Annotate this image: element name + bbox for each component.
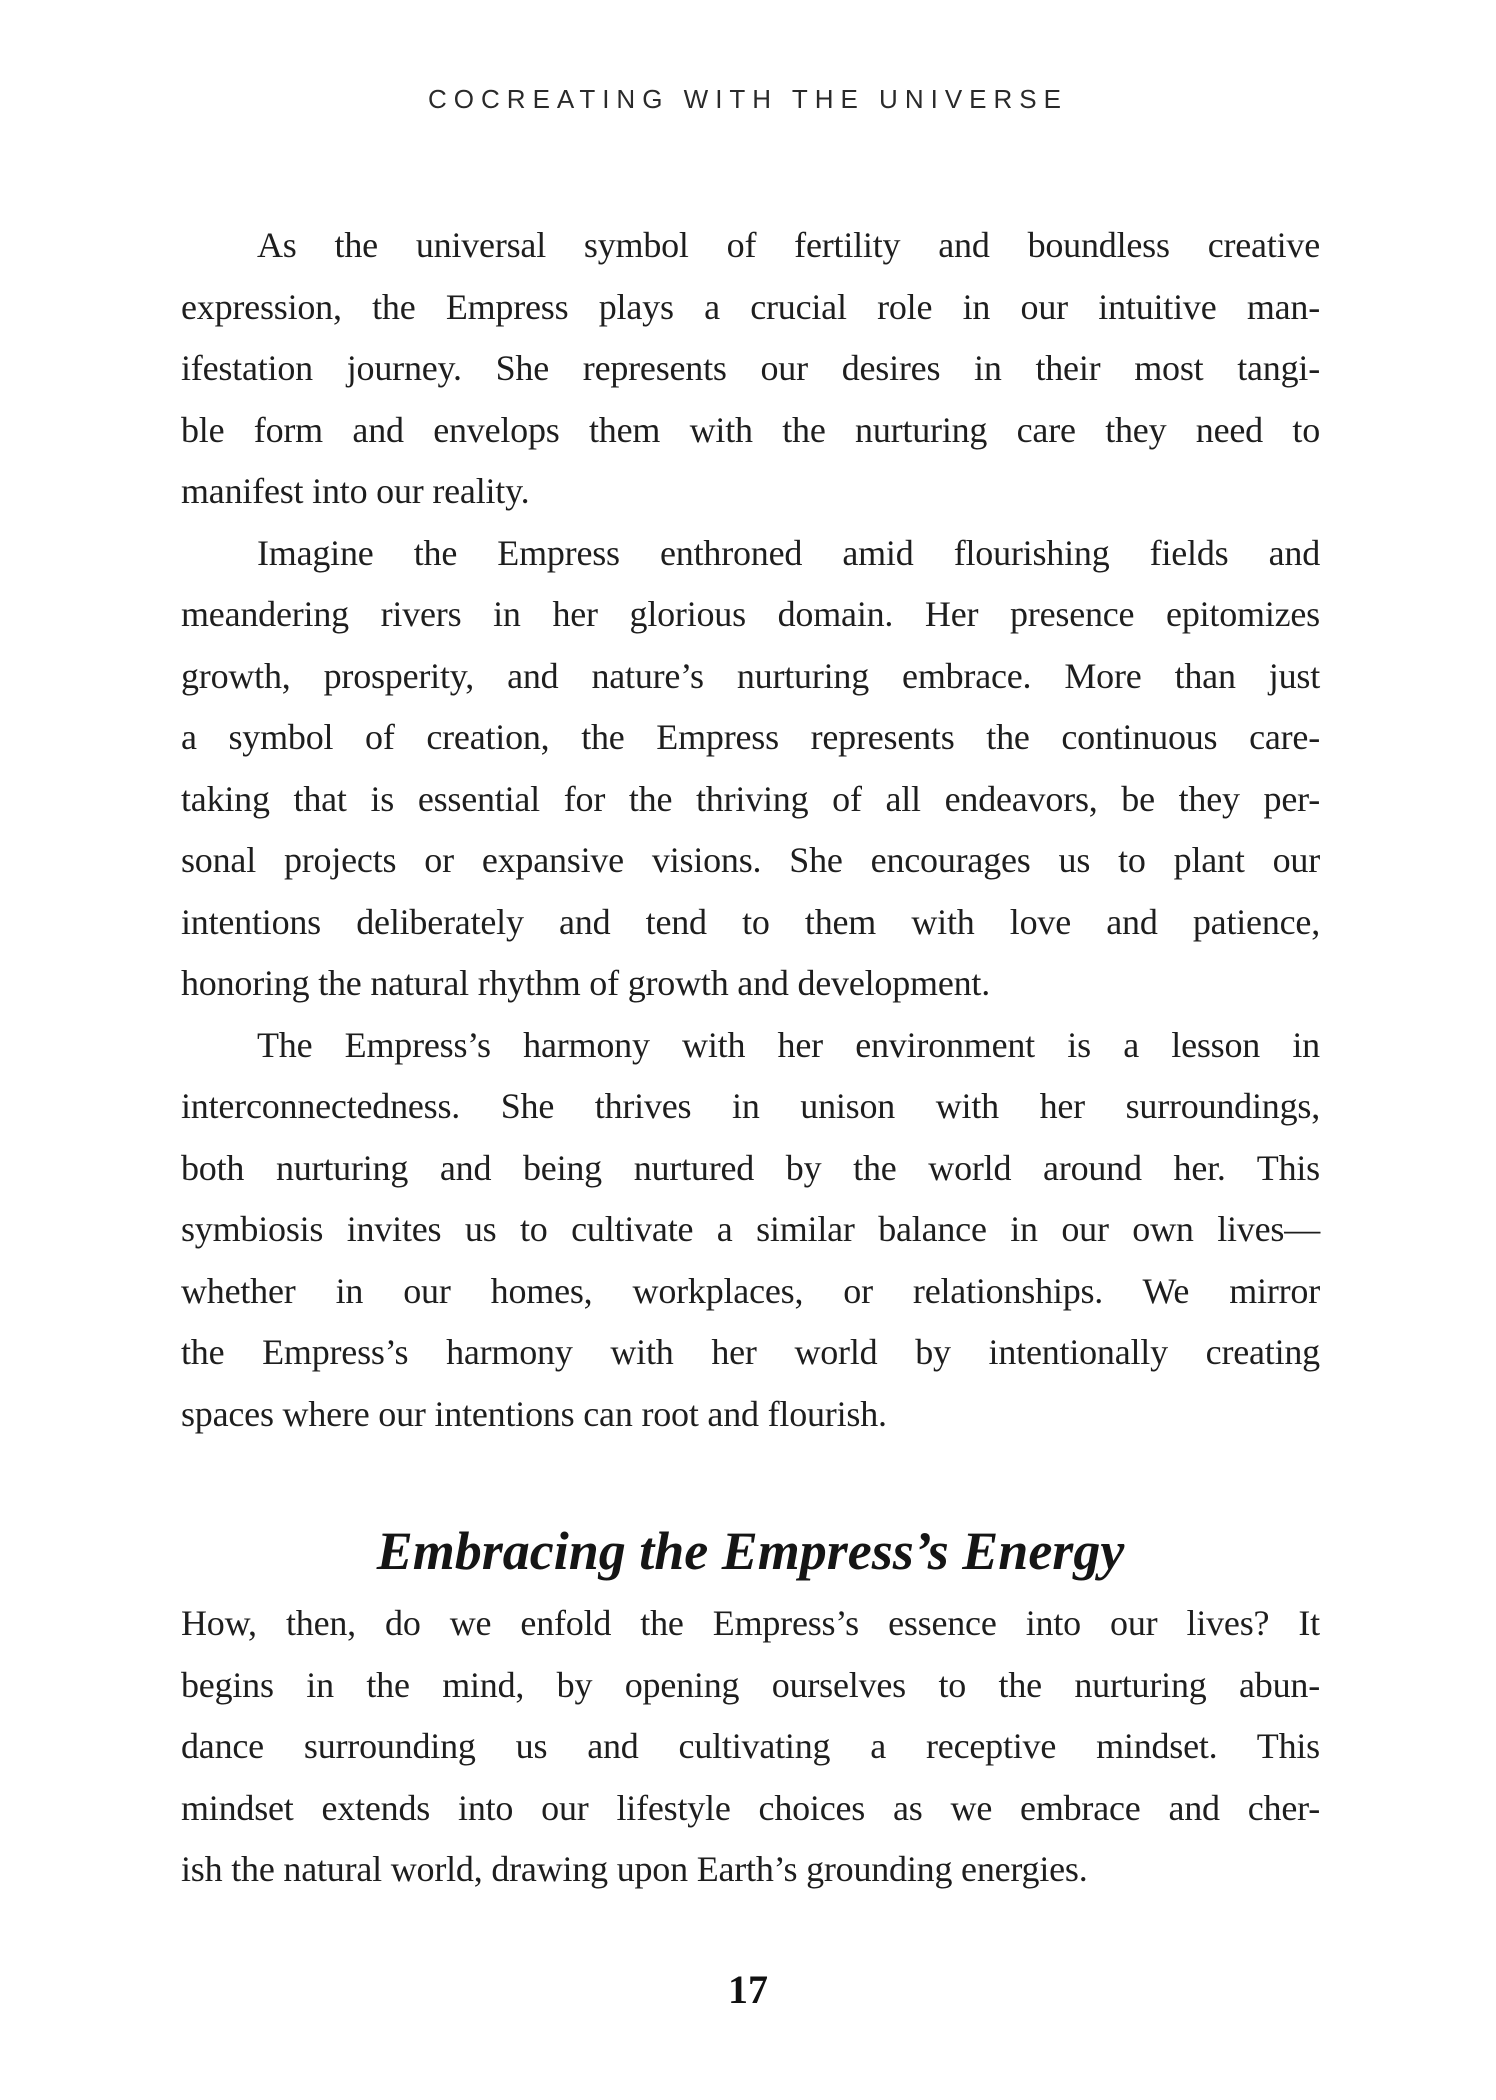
text-line: Imagine the Empress enthroned amid flourishing fields and <box>257 532 1320 573</box>
text-line: manifest into our reality. <box>181 471 530 511</box>
text-line: ifestation journey. She represents our desires in their most tangi- <box>181 348 1320 388</box>
text-line: spaces where our intentions can root and flourish. <box>181 1393 887 1434</box>
text-line: expression, the Empress plays a crucial role in our intuitive man- <box>181 286 1320 327</box>
body-text-upper <box>181 215 1320 1445</box>
text-line: the Empress’s harmony with her world by intentionally creating <box>181 1332 1320 1372</box>
text-line: ish the natural world, drawing upon Earth’s grounding energies. <box>181 1849 1088 1889</box>
text-line: symbiosis invites us to cultivate a similar balance in our own lives— <box>181 1209 1320 1249</box>
text-line: The Empress’s harmony with her environment is a lesson in <box>257 1024 1320 1065</box>
running-header: COCREATING WITH THE UNIVERSE <box>428 84 1068 114</box>
text-line: How, then, do we enfold the Empress’s essence into our lives? It <box>181 1603 1320 1643</box>
text-line: mindset extends into our lifestyle choices as we embrace and cher- <box>181 1787 1320 1828</box>
text-line: begins in the mind, by opening ourselves to the nurturing abun- <box>181 1664 1320 1705</box>
text-line: meandering rivers in her glorious domain. Her presence epitomizes <box>181 594 1320 634</box>
text-line: interconnectedness. She thrives in unison with her surroundings, <box>181 1086 1320 1126</box>
text-line: honoring the natural rhythm of growth and development. <box>181 963 991 1003</box>
text-line: whether in our homes, workplaces, or relationships. We mirror <box>181 1270 1320 1311</box>
text-line: dance surrounding us and cultivating a receptive mindset. This <box>181 1726 1320 1766</box>
text-line: intentions deliberately and tend to them with love and patience, <box>181 901 1320 942</box>
text-line: growth, prosperity, and nature’s nurturing embrace. More than just <box>181 655 1320 696</box>
body-text-lower <box>181 1593 1320 1901</box>
text-line: taking that is essential for the thriving of all endeavors, be they per- <box>181 778 1320 819</box>
page-number: 17 <box>728 1967 768 2012</box>
text-line: both nurturing and being nurtured by the world around her. This <box>181 1147 1320 1188</box>
text-line: ble form and envelops them with the nurturing care they need to <box>181 409 1320 450</box>
text-line: As the universal symbol of fertility and boundless creative <box>257 225 1320 265</box>
section-heading: Embracing the Empress’s Energy <box>376 1521 1125 1581</box>
text-line: sonal projects or expansive visions. She encourages us to plant our <box>181 840 1320 880</box>
text-line: a symbol of creation, the Empress represents the continuous care- <box>181 717 1320 757</box>
